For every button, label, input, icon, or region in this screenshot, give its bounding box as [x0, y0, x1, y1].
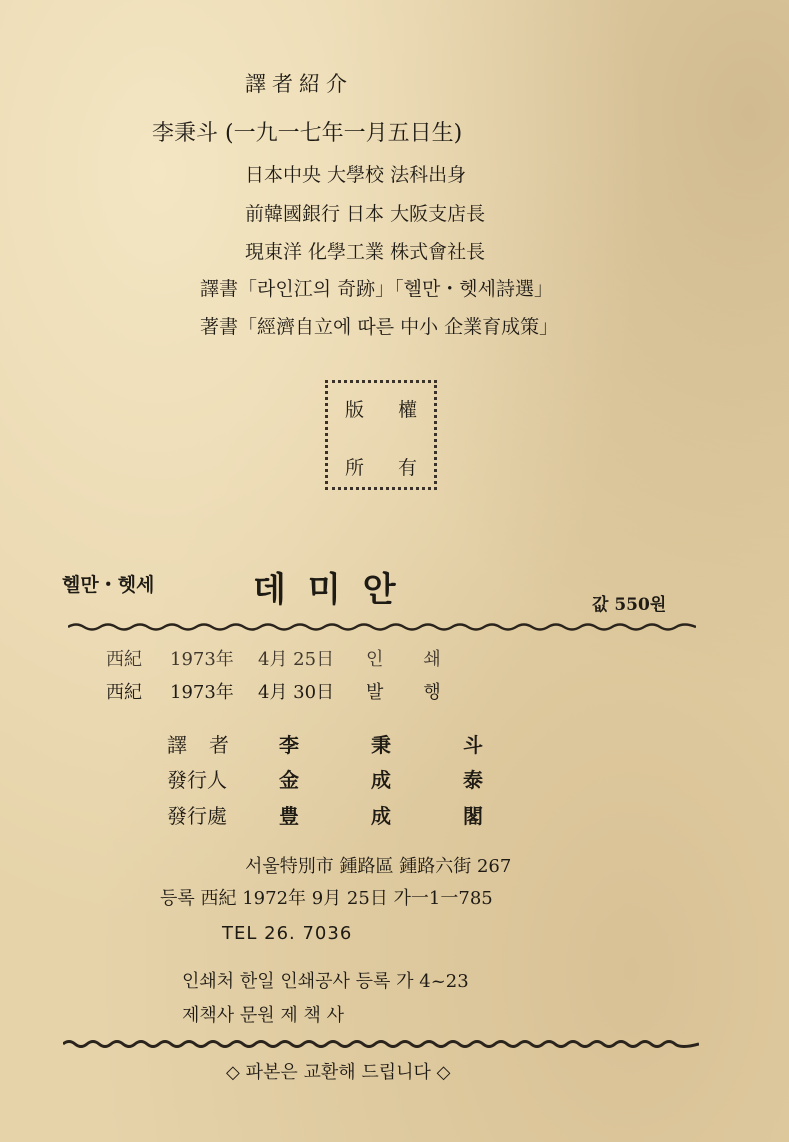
translator-current-position: 現東洋 化學工業 株式會社長: [245, 241, 486, 263]
stamp-char: 有: [397, 457, 417, 479]
stamp-char: 權: [397, 399, 417, 421]
top-ornamental-rule: [68, 620, 696, 632]
exchange-notice: ◇ 파본은 교환해 드립니다 ◇: [226, 1062, 451, 1083]
stamp-char: 版: [344, 399, 364, 421]
translator-intro-heading: 譯者紹介: [245, 72, 353, 96]
stamp-char: 所: [344, 457, 364, 479]
publisher-telephone: TEL 26. 7036: [222, 923, 353, 944]
book-title: 데미안: [253, 570, 418, 610]
book-price: 값 550원: [592, 595, 667, 615]
translator-translations: 譯書「라인江의 奇跡」「헬만・헷세詩選」: [200, 278, 554, 300]
copyright-stamp: [325, 380, 437, 490]
translator-name-line: 李秉斗 (一九一七年一月五日生): [152, 121, 463, 146]
print-date-line: 西紀 1973年 4月 25日 인쇄: [106, 649, 481, 670]
translator-writings: 著書「經濟自立에 따른 中小 企業育成策」: [200, 316, 559, 338]
credit-publishing-house: 發行處 豊成閣: [167, 804, 555, 828]
credit-translator: 譯者 李秉斗: [167, 733, 555, 757]
translator-former-position: 前韓國銀行 日本 大阪支店長: [245, 203, 486, 225]
binder-info: 제책사 문원 제 책 사: [182, 1005, 344, 1026]
publish-date-line: 西紀 1973年 4月 30日 발행: [106, 682, 481, 703]
printer-info: 인쇄처 한일 인쇄공사 등록 가 4~23: [182, 971, 469, 992]
credit-publisher-person: 發行人 金成泰: [167, 768, 555, 792]
translator-education: 日本中央 大學校 法科出身: [245, 164, 467, 186]
book-author: 헬만・헷세: [62, 574, 155, 596]
publisher-address: 서울特別市 鍾路區 鍾路六街 267: [245, 856, 512, 877]
stamp-top-row: [328, 395, 434, 422]
publisher-registration: 등록 西紀 1972年 9月 25日 가一1一785: [160, 888, 493, 909]
bottom-ornamental-rule: [63, 1038, 699, 1050]
stamp-bottom-row: [328, 453, 434, 480]
